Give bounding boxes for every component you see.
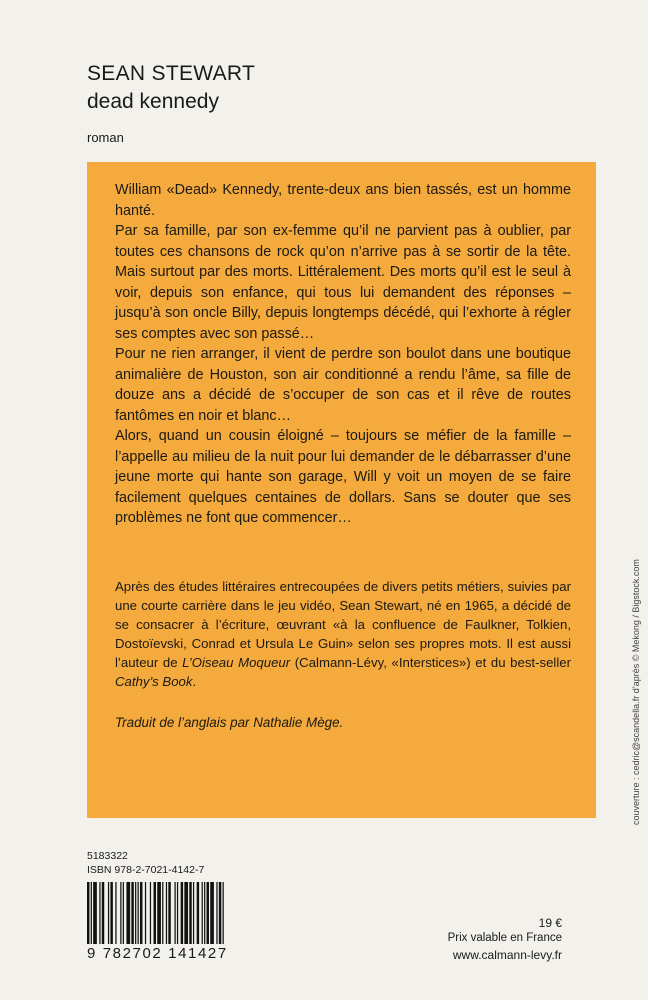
author-name: SEAN STEWART bbox=[87, 62, 256, 85]
barcode-bar bbox=[140, 882, 142, 944]
barcode-bar bbox=[108, 882, 109, 944]
synopsis-paragraph: Par sa famille, par son ex-femme qu’il ne parvient pas à oublier, par toutes ces chansons de rock qu’on n’arrive pas à se sortir de la tête. Mais surtout par des morts. Littéralement. Des morts qu’il est le seul à voir, depuis son enfance, qui tous lui demandent des réponses – jusqu’à son oncle Billy, depuis longtemps décédé, qui l’exhorte à régler ses comptes avec son passé… bbox=[115, 223, 571, 342]
barcode-bar bbox=[138, 882, 139, 944]
barcode-image bbox=[87, 882, 225, 944]
barcode-bar bbox=[157, 882, 161, 944]
cover-credit: couverture : cedric@scandella.fr d’après © Mekong / Bigstock.com bbox=[631, 559, 641, 825]
barcode-bar bbox=[131, 882, 133, 944]
barcode-bar bbox=[110, 882, 112, 944]
synopsis-paragraph: William «Dead» Kennedy, trente-deux ans bien tassés, est un homme hanté. bbox=[115, 182, 571, 219]
bio-text: (Calmann-Lévy, «Interstices») et du best-seller bbox=[290, 654, 571, 670]
barcode-bar bbox=[91, 882, 92, 944]
publisher-website: www.calmann-levy.fr bbox=[452, 948, 562, 962]
isbn-number: ISBN 978-2-7021-4142-7 bbox=[87, 864, 205, 876]
bio-text: Après des études littéraires entrecoupées de divers petits métiers, suivies par une courte carrière dans le jeu vidéo, Sean Stewart, né en 1965, a décidé de se consacrer à l’écriture, œuvrant «à la confluence de Faulkner, Tolkien, Dostoïevski, Conrad et Ursula Le Guin» selon ses propres mots. Il est aussi l’auteur de bbox=[115, 578, 571, 670]
synopsis-paragraph: Alors, quand un cousin éloigné – toujours se méfier de la famille – l’appelle au milieu de la nuit pour lui demander de le débarrasser d’une jeune morte qui hante son garage, Will y voit un moyen de se faire facilement quelques centaines de dollars. Sans se douter que ses problèmes ne font que commencer… bbox=[115, 428, 571, 526]
barcode-bar bbox=[115, 882, 116, 944]
barcode-bar bbox=[162, 882, 163, 944]
genre-label: roman bbox=[87, 130, 124, 145]
barcode-bar bbox=[150, 882, 151, 944]
barcode-bar bbox=[197, 882, 199, 944]
barcode-bar bbox=[135, 882, 136, 944]
barcode-bar bbox=[207, 882, 209, 944]
barcode-bar bbox=[87, 882, 89, 944]
bio-book-title: Cathy’s Book bbox=[115, 673, 193, 689]
barcode-bar bbox=[120, 882, 121, 944]
synopsis-paragraph: Pour ne rien arranger, il vient de perdre son boulot dans une boutique animalière de Houston, son air conditionné a rendu l’âme, sa fille de douze ans a décidé de s’occuper de son cas et il rêve de routes fantômes en noir et blanc… bbox=[115, 346, 571, 424]
barcode-bar bbox=[174, 882, 175, 944]
barcode-bar bbox=[145, 882, 146, 944]
barcode-bar bbox=[99, 882, 100, 944]
barcode-bar bbox=[177, 882, 178, 944]
barcode-bar bbox=[193, 882, 194, 944]
barcode-bar bbox=[223, 882, 224, 944]
barcode-bar bbox=[216, 882, 217, 944]
price: 19 € bbox=[538, 916, 562, 930]
barcode-bar bbox=[210, 882, 214, 944]
translator-credit: Traduit de l’anglais par Nathalie Mège. bbox=[115, 714, 344, 730]
barcode-bar bbox=[123, 882, 124, 944]
author-bio bbox=[115, 577, 571, 691]
product-code: 5183322 bbox=[87, 850, 128, 862]
barcode-bar bbox=[126, 882, 130, 944]
barcode-bar bbox=[168, 882, 170, 944]
barcode-bar bbox=[202, 882, 203, 944]
barcode-bar bbox=[219, 882, 221, 944]
barcode-bar bbox=[204, 882, 205, 944]
blurb-panel bbox=[87, 162, 596, 818]
barcode-bar bbox=[154, 882, 156, 944]
barcode-bar bbox=[166, 882, 167, 944]
barcode-digits: 9 782702 141427 bbox=[87, 945, 228, 962]
price-note: Prix valable en France bbox=[447, 932, 562, 944]
barcode-bar bbox=[189, 882, 191, 944]
book-title: dead kennedy bbox=[87, 90, 219, 113]
bio-text: . bbox=[192, 673, 197, 689]
bio-book-title: L’Oiseau Moqueur bbox=[182, 654, 291, 670]
barcode-bar bbox=[181, 882, 183, 944]
barcode-bar bbox=[184, 882, 188, 944]
barcode-bar bbox=[93, 882, 97, 944]
barcode-bar bbox=[102, 882, 104, 944]
